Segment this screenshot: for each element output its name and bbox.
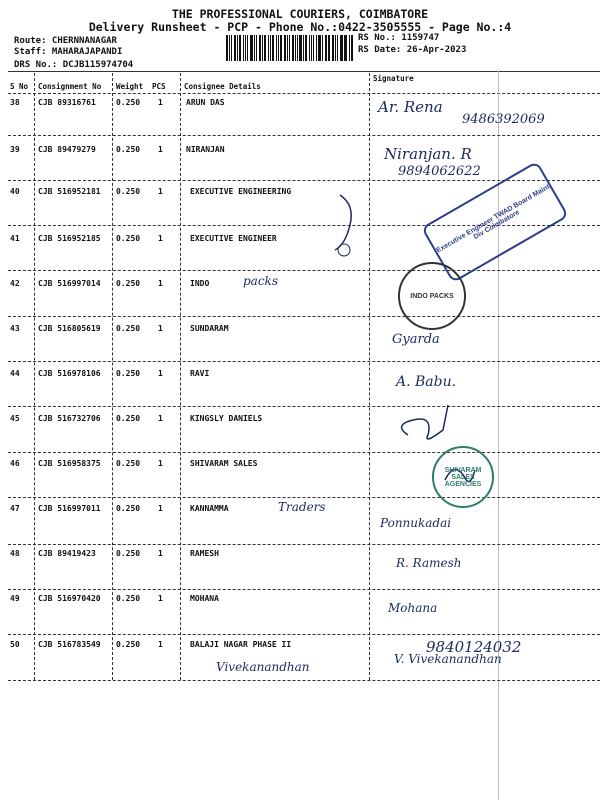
barcode-bar — [256, 35, 257, 61]
phone-row-39: 9894062622 — [398, 164, 481, 179]
table-row — [0, 279, 600, 324]
row-sno: 43 — [10, 324, 20, 333]
barcode-bar — [349, 35, 350, 61]
row-consignment: CJB 89419423 — [38, 549, 96, 558]
row-sno: 38 — [10, 98, 20, 107]
barcode-bar — [262, 35, 263, 61]
row-sno: 45 — [10, 414, 20, 423]
row-weight: 0.250 — [116, 549, 141, 558]
signature-scribble-row-45 — [388, 400, 458, 450]
signature-row-47: Ponnukadai — [380, 516, 452, 530]
barcode-bar — [245, 35, 246, 61]
note-row-42: packs — [243, 274, 278, 288]
row-consignment: CJB 516732706 — [38, 414, 101, 423]
barcode-bar — [322, 35, 323, 61]
barcode-bar — [254, 35, 255, 61]
barcode-bar — [237, 35, 238, 61]
barcode-bar — [344, 35, 345, 61]
scribble-mark — [330, 185, 370, 265]
barcode-bar — [340, 35, 343, 61]
row-pcs: 1 — [158, 234, 163, 243]
row-pcs: 1 — [158, 145, 163, 154]
row-consignee: SHIVARAM SALES — [190, 459, 258, 468]
barcode-bar — [243, 35, 244, 61]
barcode-bar — [311, 35, 312, 61]
signature-row-38: Ar. Rena — [378, 98, 443, 116]
ee-stamp: Executive Engineer TWAD Board Maint Div Coimbatore — [421, 161, 569, 283]
page-title: THE PROFESSIONAL COURIERS, COIMBATORE — [171, 7, 429, 21]
col-pcs: PCS — [152, 82, 166, 91]
barcode-bar — [292, 35, 294, 61]
barcode-bar — [295, 35, 296, 61]
barcode-bar — [284, 35, 286, 61]
rs-date: RS Date: 26-Apr-2023 — [358, 45, 467, 55]
row-sno: 39 — [10, 145, 20, 154]
row-consignee: MOHANA — [190, 594, 219, 603]
row-sno: 42 — [10, 279, 20, 288]
signature-row-44: A. Babu. — [396, 374, 457, 390]
table-row — [0, 324, 600, 369]
row-sno: 48 — [10, 549, 20, 558]
row-sno: 50 — [10, 640, 20, 649]
row-consignment: CJB 516783549 — [38, 640, 101, 649]
row-weight: 0.250 — [116, 459, 141, 468]
row-consignee: EXECUTIVE ENGINEER — [190, 234, 277, 243]
barcode-bar — [226, 35, 228, 61]
barcode — [226, 35, 354, 61]
row-consignment: CJB 516970420 — [38, 594, 101, 603]
barcode-bar — [247, 35, 249, 61]
signature-row-49: Mohana — [388, 601, 438, 615]
signature-row-48: R. Ramesh — [396, 556, 462, 570]
col-consignment: Consignment No — [38, 82, 102, 91]
barcode-bar — [303, 35, 304, 61]
barcode-bar — [318, 35, 321, 61]
row-pcs: 1 — [158, 324, 163, 333]
row-consignment: CJB 516997014 — [38, 279, 101, 288]
row-pcs: 1 — [158, 369, 163, 378]
barcode-bar — [287, 35, 288, 61]
indo-stamp: INDO PACKS — [398, 262, 466, 330]
row-consignment: CJB 516805619 — [38, 324, 101, 333]
table-row — [0, 594, 600, 639]
row-pcs: 1 — [158, 414, 163, 423]
row-sno: 49 — [10, 594, 20, 603]
row-pcs: 1 — [158, 504, 163, 513]
barcode-bar — [337, 35, 338, 61]
row-pcs: 1 — [158, 187, 163, 196]
drs-label: DRS No.: DCJB115974704 — [14, 60, 134, 70]
row-weight: 0.250 — [116, 187, 141, 196]
row-sno: 41 — [10, 234, 20, 243]
row-consignment: CJB 516952181 — [38, 187, 101, 196]
row-sno: 44 — [10, 369, 20, 378]
col-signature: Signature — [373, 74, 414, 83]
barcode-bar — [272, 35, 274, 61]
barcode-bar — [328, 35, 329, 61]
row-consignee: KANNAMMA — [190, 504, 229, 513]
col-weight: Weight — [116, 82, 144, 91]
phone-row-50: 9840124032 — [426, 638, 522, 656]
row-pcs: 1 — [158, 98, 163, 107]
barcode-bar — [297, 35, 298, 61]
row-weight: 0.250 — [116, 414, 141, 423]
barcode-bar — [335, 35, 336, 61]
barcode-bar — [351, 35, 353, 61]
barcode-bar — [278, 35, 279, 61]
note-row-50: Vivekanandhan — [216, 660, 310, 674]
barcode-bar — [270, 35, 271, 61]
row-sno: 46 — [10, 459, 20, 468]
row-sno: 40 — [10, 187, 20, 196]
row-consignee: ARUN DAS — [186, 98, 225, 107]
barcode-bar — [276, 35, 277, 61]
row-consignment: CJB 516958375 — [38, 459, 101, 468]
note-row-47: Traders — [278, 500, 326, 514]
row-consignment: CJB 516997011 — [38, 504, 101, 513]
barcode-bar — [268, 35, 269, 61]
barcode-bar — [316, 35, 317, 61]
row-consignment: CJB 89479279 — [38, 145, 96, 154]
page-subtitle: Delivery Runsheet - PCP - Phone No.:0422-3505555 - Page No.:4 — [88, 20, 512, 34]
route-label: Route: CHERNNANAGAR — [14, 36, 117, 46]
row-sno: 47 — [10, 504, 20, 513]
row-consignee: KINGSLY DANIELS — [190, 414, 263, 423]
barcode-bar — [305, 35, 307, 61]
row-pcs: 1 — [158, 594, 163, 603]
row-pcs: 1 — [158, 459, 163, 468]
col-sno: S No — [10, 82, 29, 91]
barcode-bar — [250, 35, 253, 61]
row-consignment: CJB 516952185 — [38, 234, 101, 243]
row-consignee: SUNDARAM — [190, 324, 229, 333]
barcode-bar — [229, 35, 230, 61]
row-consignee: INDO — [190, 279, 210, 288]
row-weight: 0.250 — [116, 369, 141, 378]
barcode-bar — [264, 35, 267, 61]
phone-row-38: 9486392069 — [462, 112, 545, 127]
row-weight: 0.250 — [116, 145, 141, 154]
rs-number: RS No.: 1159747 — [358, 33, 440, 43]
barcode-bar — [231, 35, 232, 61]
row-consignment: CJB 516978106 — [38, 369, 101, 378]
row-consignee: NIRANJAN — [186, 145, 225, 154]
row-weight: 0.250 — [116, 324, 141, 333]
row-consignee: EXECUTIVE ENGINEERING — [190, 187, 292, 196]
barcode-bar — [299, 35, 302, 61]
barcode-bar — [234, 35, 237, 61]
barcode-bar — [313, 35, 315, 61]
row-weight: 0.250 — [116, 504, 141, 513]
signature-row-43: Gyarda — [392, 332, 440, 347]
barcode-bar — [259, 35, 261, 61]
barcode-bar — [289, 35, 290, 61]
table-row — [0, 369, 600, 414]
row-weight: 0.250 — [116, 234, 141, 243]
barcode-bar — [329, 35, 330, 61]
row-consignee: RAMESH — [190, 549, 219, 558]
barcode-bar — [280, 35, 283, 61]
col-consignee: Consignee Details — [184, 82, 261, 91]
table-row — [0, 549, 600, 594]
shivaram-stamp: SHIVARAM SALES AGENCIES — [432, 446, 494, 508]
barcode-bar — [239, 35, 241, 61]
signature-row-50: V. Vivekanandhan — [394, 652, 502, 666]
row-weight: 0.250 — [116, 594, 141, 603]
row-pcs: 1 — [158, 549, 163, 558]
row-weight: 0.250 — [116, 640, 141, 649]
staff-label: Staff: MAHARAJAPANDI — [14, 47, 123, 57]
row-consignment: CJB 89316761 — [38, 98, 96, 107]
barcode-bar — [325, 35, 327, 61]
row-weight: 0.250 — [116, 98, 141, 107]
row-consignee: RAVI — [190, 369, 210, 378]
row-pcs: 1 — [158, 640, 163, 649]
signature-row-39: Niranjan. R — [384, 145, 472, 163]
row-consignee: BALAJI NAGAR PHASE II — [190, 640, 292, 649]
barcode-bar — [309, 35, 310, 61]
barcode-bar — [345, 35, 347, 61]
row-weight: 0.250 — [116, 279, 141, 288]
barcode-bar — [332, 35, 334, 61]
row-pcs: 1 — [158, 279, 163, 288]
